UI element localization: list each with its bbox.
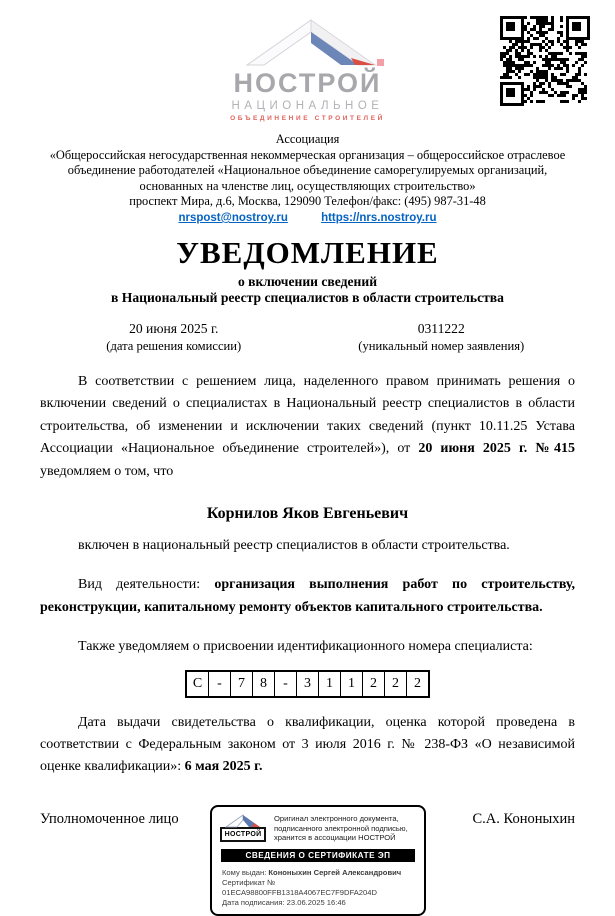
application-number-caption: (уникальный номер заявления) — [358, 338, 525, 353]
specialist-id-table — [185, 670, 430, 698]
signer-name: С.А. Кононыхин — [472, 810, 575, 827]
signature-stamp — [210, 805, 426, 916]
stamp-issued-line — [222, 868, 416, 878]
id-cell: 3 — [297, 671, 319, 697]
logo-subtitle-1: НАЦИОНАЛЬНОЕ — [231, 100, 384, 112]
stamp-certificate-bar: СВЕДЕНИЯ О СЕРТИФИКАТЕ ЭП — [221, 849, 415, 862]
decision-date-number-bold: 20 июня 2025 г. №415 — [418, 441, 575, 457]
activity-paragraph — [40, 574, 575, 619]
paragraph-text: уведомляем о том, что — [40, 463, 174, 479]
id-cell: 1 — [341, 671, 363, 697]
paragraph-text: Дата выдачи свидетельства о квалификации, оценка которой проведена в соответствии с Федеральным законом от 3 июля 2016 г. № 238-ФЗ «О независимой оценке квалификации»: — [40, 714, 575, 775]
inclusion-statement: включен в национальный реестр специалистов в области строительства. — [78, 538, 510, 553]
id-cell: 7 — [231, 671, 253, 697]
id-cell: 1 — [319, 671, 341, 697]
notice-title: УВЕДОМЛЕНИЕ — [176, 234, 439, 270]
stamp-date-line: Дата подписания: 23.06.2025 16:46 — [222, 898, 346, 908]
application-number-block — [308, 321, 576, 354]
nostroy-logo — [218, 18, 398, 122]
qr-code-icon — [500, 16, 587, 103]
activity-label: Вид деятельности: — [78, 577, 215, 593]
application-number: 0311222 — [417, 320, 465, 336]
id-cell: 2 — [407, 671, 430, 697]
certificate-paragraph — [40, 712, 575, 779]
id-cell: 8 — [253, 671, 275, 697]
id-cell: 2 — [385, 671, 407, 697]
activity-value: организация выполнения работ по строительству, реконструкции, капитальному ремонту объектов капитального строительства. — [40, 577, 575, 615]
id-cell: - — [209, 671, 231, 697]
header-org-name: «Общероссийская негосударственная некоммерческая организация – общероссийское отраслевое объединение работодателей «Национальное объединение саморегулируемых организаций, основанных на членстве лиц, осуществляющих строительство» — [49, 147, 566, 193]
stamp-issued-value: Кононыхин Сергей Александрович — [268, 868, 402, 878]
decision-date-block — [40, 321, 308, 354]
certificate-date-bold: 6 мая 2025 г. — [184, 759, 263, 775]
id-cell: - — [275, 671, 297, 697]
id-cell: 2 — [363, 671, 385, 697]
body-paragraph-1 — [40, 371, 575, 483]
id-cell: С — [186, 671, 209, 697]
website-link[interactable]: https://nrs.nostroy.ru — [321, 211, 437, 224]
id-intro: Также уведомляем о присвоении идентификационного номера специалиста: — [78, 639, 533, 655]
header-address: проспект Мира, д.6, Москва, 129090 Телефон/факс: (495) 987-31-48 — [129, 194, 486, 209]
authorized-person-label: Уполномоченное лицо — [40, 810, 179, 827]
stamp-origin-text: Оригинал электронного документа, подписанного электронной подписью, хранится в ассоциации НОСТРОЙ — [274, 813, 408, 843]
specialist-name: Корнилов Яков Евгеньевич — [206, 505, 409, 522]
notice-subtitle-1: о включении сведений — [237, 273, 378, 289]
logo-subtitle-2: ОБЪЕДИНЕНИЕ СТРОИТЕЛЕЙ — [230, 114, 385, 122]
logo-title: НОСТРОЙ — [233, 68, 382, 98]
paragraph-text: В соответствии с решением лица, наделенного правом принимать решения о включении сведений о специалистах в Национальный реестр специалистов в области строительства, об изменении и исключении таких сведений (пункт 10.11.25 Устава Ассоциации «Национальное объединение строителей»), от — [40, 373, 575, 457]
header-association: Ассоциация — [275, 132, 340, 146]
decision-date: 20 июня 2025 г. — [129, 320, 219, 336]
stamp-issued-label: Кому выдан: — [222, 868, 269, 878]
stamp-logo-text: НОСТРОЙ — [220, 827, 266, 842]
email-link[interactable]: nrspost@nostroy.ru — [178, 211, 288, 224]
stamp-cert-line: Сертификат № 01ECA98800FFB1318A4067EC7F9DFA204D — [222, 878, 377, 898]
stamp-nostroy-logo-icon — [220, 815, 266, 842]
logo-roof-icon — [218, 18, 398, 68]
notice-subtitle-2: в Национальный реестр специалистов в области строительства — [111, 290, 504, 306]
decision-date-caption: (дата решения комиссии) — [106, 338, 242, 353]
